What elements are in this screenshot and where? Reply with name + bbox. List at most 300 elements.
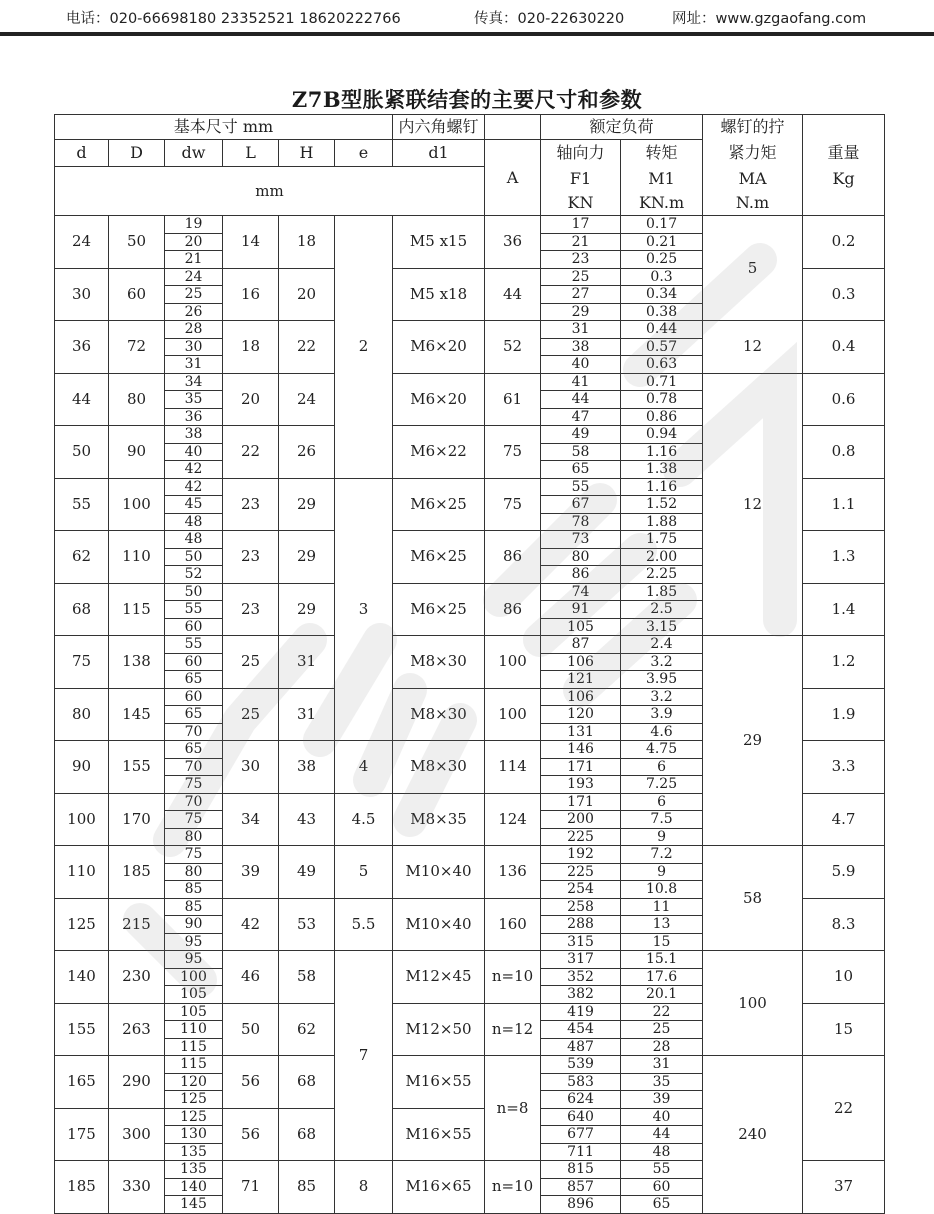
cell-M1: 0.94: [621, 426, 703, 444]
cell-d1: M8×30: [393, 741, 485, 794]
cell-dw: 135: [165, 1161, 223, 1179]
cell-H: 68: [279, 1108, 335, 1161]
cell-F1: 121: [541, 671, 621, 689]
cell-MA: 58: [703, 846, 803, 951]
cell-D: 90: [109, 426, 165, 479]
cell-F1: 105: [541, 618, 621, 636]
cell-dw: 105: [165, 986, 223, 1004]
cell-dw: 115: [165, 1056, 223, 1074]
cell-M1: 4.75: [621, 741, 703, 759]
cell-M1: 3.9: [621, 706, 703, 724]
cell-D: 80: [109, 373, 165, 426]
cell-F1: 49: [541, 426, 621, 444]
cell-dw: 85: [165, 898, 223, 916]
cell-dw: 95: [165, 933, 223, 951]
cell-M1: 10.8: [621, 881, 703, 899]
cell-dw: 40: [165, 443, 223, 461]
cell-H: 62: [279, 1003, 335, 1056]
cell-H: 29: [279, 478, 335, 531]
cell-F1: 677: [541, 1126, 621, 1144]
cell-F1: 315: [541, 933, 621, 951]
cell-M1: 2.5: [621, 601, 703, 619]
cell-M1: 4.6: [621, 723, 703, 741]
cell-A: 100: [485, 636, 541, 689]
cell-M1: 25: [621, 1021, 703, 1039]
cell-dw: 95: [165, 951, 223, 969]
cell-M1: 55: [621, 1161, 703, 1179]
cell-F1: 106: [541, 653, 621, 671]
cell-MA: 5: [703, 216, 803, 321]
cell-d: 90: [55, 741, 109, 794]
cell-F1: 200: [541, 811, 621, 829]
cell-D: 170: [109, 793, 165, 846]
cell-D: 290: [109, 1056, 165, 1109]
header-blank: [485, 115, 541, 140]
cell-dw: 55: [165, 636, 223, 654]
cell-F1: 539: [541, 1056, 621, 1074]
cell-L: 22: [223, 426, 279, 479]
cell-M1: 13: [621, 916, 703, 934]
cell-d1: M16×65: [393, 1161, 485, 1214]
cell-M1: 0.21: [621, 233, 703, 251]
cell-dw: 48: [165, 531, 223, 549]
unit-KN: KN: [541, 191, 621, 216]
cell-L: 25: [223, 636, 279, 689]
cell-M1: 2.4: [621, 636, 703, 654]
cell-D: 330: [109, 1161, 165, 1214]
cell-A: 75: [485, 478, 541, 531]
cell-d1: M16×55: [393, 1056, 485, 1109]
cell-d: 125: [55, 898, 109, 951]
cell-F1: 454: [541, 1021, 621, 1039]
cell-H: 53: [279, 898, 335, 951]
cell-M1: 7.25: [621, 776, 703, 794]
page-title: Z7B型胀紧联结套的主要尺寸和参数: [291, 87, 643, 112]
cell-L: 23: [223, 478, 279, 531]
cell-F1: 27: [541, 286, 621, 304]
col-e: e: [335, 140, 393, 167]
cell-F1: 317: [541, 951, 621, 969]
cell-H: 26: [279, 426, 335, 479]
cell-F1: 583: [541, 1073, 621, 1091]
cell-D: 50: [109, 216, 165, 269]
cell-kg: 1.2: [803, 636, 885, 689]
cell-F1: 87: [541, 636, 621, 654]
cell-MA: 240: [703, 1056, 803, 1214]
cell-M1: 15.1: [621, 951, 703, 969]
cell-A: 100: [485, 688, 541, 741]
cell-dw: 20: [165, 233, 223, 251]
cell-kg: 1.4: [803, 583, 885, 636]
cell-H: 38: [279, 741, 335, 794]
cell-L: 16: [223, 268, 279, 321]
cell-kg: 3.3: [803, 741, 885, 794]
cell-F1: 78: [541, 513, 621, 531]
cell-F1: 487: [541, 1038, 621, 1056]
cell-d1: M6×25: [393, 531, 485, 584]
cell-L: 18: [223, 321, 279, 374]
cell-M1: 7.2: [621, 846, 703, 864]
cell-A: 44: [485, 268, 541, 321]
cell-e: 5.5: [335, 898, 393, 951]
cell-M1: 48: [621, 1143, 703, 1161]
cell-d: 140: [55, 951, 109, 1004]
cell-d: 80: [55, 688, 109, 741]
cell-dw: 65: [165, 741, 223, 759]
cell-A: 136: [485, 846, 541, 899]
cell-dw: 34: [165, 373, 223, 391]
col-screw-torque-2: 紧力矩: [703, 140, 803, 167]
cell-dw: 50: [165, 548, 223, 566]
cell-F1: 80: [541, 548, 621, 566]
cell-M1: 0.44: [621, 321, 703, 339]
cell-kg: 0.3: [803, 268, 885, 321]
cell-MA: 12: [703, 321, 803, 374]
cell-F1: 193: [541, 776, 621, 794]
cell-dw: 21: [165, 251, 223, 269]
table-row: [55, 321, 885, 339]
cell-kg: 0.2: [803, 216, 885, 269]
cell-L: 23: [223, 531, 279, 584]
cell-M1: 1.75: [621, 531, 703, 549]
table-row: [55, 846, 885, 864]
cell-d1: M5 x18: [393, 268, 485, 321]
cell-dw: 115: [165, 1038, 223, 1056]
table-row: [55, 373, 885, 391]
cell-d1: M8×30: [393, 636, 485, 689]
table-row: [55, 636, 885, 654]
cell-A: n=10: [485, 951, 541, 1004]
cell-e: 7: [335, 951, 393, 1161]
cell-kg: 1.9: [803, 688, 885, 741]
cell-M1: 0.3: [621, 268, 703, 286]
cell-A: 75: [485, 426, 541, 479]
col-d: d: [55, 140, 109, 167]
cell-M1: 35: [621, 1073, 703, 1091]
col-H: H: [279, 140, 335, 167]
cell-L: 50: [223, 1003, 279, 1056]
cell-A: 36: [485, 216, 541, 269]
cell-F1: 41: [541, 373, 621, 391]
cell-H: 49: [279, 846, 335, 899]
cell-F1: 44: [541, 391, 621, 409]
cell-MA: 29: [703, 636, 803, 846]
cell-kg: 0.8: [803, 426, 885, 479]
cell-dw: 100: [165, 968, 223, 986]
cell-dw: 140: [165, 1178, 223, 1196]
cell-D: 155: [109, 741, 165, 794]
cell-dw: 36: [165, 408, 223, 426]
cell-dw: 70: [165, 793, 223, 811]
cell-e: 4: [335, 741, 393, 794]
cell-F1: 40: [541, 356, 621, 374]
cell-M1: 6: [621, 793, 703, 811]
cell-H: 43: [279, 793, 335, 846]
unit-KNm: KN.m: [621, 191, 703, 216]
cell-dw: 130: [165, 1126, 223, 1144]
unit-mm: mm: [55, 167, 485, 216]
cell-M1: 6: [621, 758, 703, 776]
col-MA: MA: [703, 167, 803, 191]
cell-dw: 65: [165, 671, 223, 689]
cell-MA: 100: [703, 951, 803, 1056]
cell-kg: 8.3: [803, 898, 885, 951]
cell-e: 4.5: [335, 793, 393, 846]
cell-F1: 382: [541, 986, 621, 1004]
cell-A: 61: [485, 373, 541, 426]
cell-F1: 624: [541, 1091, 621, 1109]
cell-F1: 106: [541, 688, 621, 706]
cell-kg: 10: [803, 951, 885, 1004]
cell-d: 36: [55, 321, 109, 374]
cell-d1: M8×30: [393, 688, 485, 741]
cell-F1: 171: [541, 793, 621, 811]
cell-F1: 711: [541, 1143, 621, 1161]
cell-M1: 3.2: [621, 688, 703, 706]
cell-d: 55: [55, 478, 109, 531]
cell-dw: 145: [165, 1196, 223, 1214]
cell-L: 34: [223, 793, 279, 846]
cell-F1: 225: [541, 863, 621, 881]
cell-A: 114: [485, 741, 541, 794]
cell-e: 3: [335, 478, 393, 741]
cell-A: n=10: [485, 1161, 541, 1214]
col-A: A: [485, 140, 541, 216]
cell-M1: 40: [621, 1108, 703, 1126]
cell-dw: 105: [165, 1003, 223, 1021]
spec-table: [54, 114, 885, 1214]
cell-dw: 110: [165, 1021, 223, 1039]
cell-d: 24: [55, 216, 109, 269]
cell-F1: 21: [541, 233, 621, 251]
header-divider: [0, 32, 934, 36]
cell-M1: 1.16: [621, 443, 703, 461]
cell-D: 185: [109, 846, 165, 899]
cell-dw: 75: [165, 811, 223, 829]
cell-F1: 288: [541, 916, 621, 934]
cell-dw: 25: [165, 286, 223, 304]
cell-F1: 120: [541, 706, 621, 724]
cell-dw: 60: [165, 618, 223, 636]
cell-d: 30: [55, 268, 109, 321]
cell-L: 56: [223, 1108, 279, 1161]
col-axial: 轴向力: [541, 140, 621, 167]
cell-L: 42: [223, 898, 279, 951]
cell-A: n=8: [485, 1056, 541, 1161]
cell-d: 68: [55, 583, 109, 636]
cell-d: 44: [55, 373, 109, 426]
cell-dw: 24: [165, 268, 223, 286]
cell-d1: M8×35: [393, 793, 485, 846]
cell-M1: 1.16: [621, 478, 703, 496]
cell-dw: 52: [165, 566, 223, 584]
cell-d: 100: [55, 793, 109, 846]
cell-dw: 55: [165, 601, 223, 619]
fax-text: 传真：020-22630220: [474, 11, 625, 27]
cell-M1: 0.25: [621, 251, 703, 269]
cell-M1: 0.78: [621, 391, 703, 409]
cell-M1: 17.6: [621, 968, 703, 986]
header-weight-top: [803, 115, 885, 140]
cell-A: 160: [485, 898, 541, 951]
cell-H: 31: [279, 688, 335, 741]
cell-e: 2: [335, 216, 393, 479]
cell-M1: 11: [621, 898, 703, 916]
cell-dw: 28: [165, 321, 223, 339]
cell-H: 24: [279, 373, 335, 426]
cell-D: 138: [109, 636, 165, 689]
cell-L: 23: [223, 583, 279, 636]
cell-kg: 1.1: [803, 478, 885, 531]
cell-F1: 74: [541, 583, 621, 601]
cell-F1: 86: [541, 566, 621, 584]
cell-F1: 91: [541, 601, 621, 619]
table-row: [55, 951, 885, 969]
cell-dw: 70: [165, 758, 223, 776]
cell-dw: 85: [165, 881, 223, 899]
cell-d: 175: [55, 1108, 109, 1161]
cell-L: 30: [223, 741, 279, 794]
cell-kg: 1.3: [803, 531, 885, 584]
cell-D: 110: [109, 531, 165, 584]
cell-M1: 44: [621, 1126, 703, 1144]
cell-F1: 31: [541, 321, 621, 339]
cell-L: 46: [223, 951, 279, 1004]
col-torque: 转矩: [621, 140, 703, 167]
cell-F1: 29: [541, 303, 621, 321]
cell-kg: 22: [803, 1056, 885, 1161]
cell-dw: 135: [165, 1143, 223, 1161]
cell-M1: 0.71: [621, 373, 703, 391]
cell-F1: 254: [541, 881, 621, 899]
cell-D: 230: [109, 951, 165, 1004]
cell-d1: M5 x15: [393, 216, 485, 269]
cell-F1: 258: [541, 898, 621, 916]
cell-F1: 352: [541, 968, 621, 986]
cell-dw: 125: [165, 1108, 223, 1126]
col-dw: dw: [165, 140, 223, 167]
cell-D: 72: [109, 321, 165, 374]
cell-d: 62: [55, 531, 109, 584]
cell-dw: 60: [165, 653, 223, 671]
cell-F1: 192: [541, 846, 621, 864]
cell-dw: 75: [165, 846, 223, 864]
cell-F1: 171: [541, 758, 621, 776]
cell-dw: 50: [165, 583, 223, 601]
cell-A: n=12: [485, 1003, 541, 1056]
cell-F1: 857: [541, 1178, 621, 1196]
cell-H: 58: [279, 951, 335, 1004]
cell-M1: 20.1: [621, 986, 703, 1004]
cell-L: 25: [223, 688, 279, 741]
cell-d: 75: [55, 636, 109, 689]
cell-d: 155: [55, 1003, 109, 1056]
cell-d1: M12×45: [393, 951, 485, 1004]
table-row: [55, 216, 885, 234]
cell-H: 31: [279, 636, 335, 689]
cell-d: 165: [55, 1056, 109, 1109]
cell-D: 263: [109, 1003, 165, 1056]
cell-dw: 75: [165, 776, 223, 794]
cell-F1: 896: [541, 1196, 621, 1214]
unit-kg-blank: [803, 191, 885, 216]
header-hex-screw: 内六角螺钉: [393, 115, 485, 140]
cell-d: 185: [55, 1161, 109, 1214]
cell-dw: 90: [165, 916, 223, 934]
cell-F1: 17: [541, 216, 621, 234]
cell-D: 100: [109, 478, 165, 531]
cell-dw: 80: [165, 828, 223, 846]
cell-kg: 15: [803, 1003, 885, 1056]
cell-M1: 3.2: [621, 653, 703, 671]
cell-L: 71: [223, 1161, 279, 1214]
cell-dw: 60: [165, 688, 223, 706]
cell-d1: M16×55: [393, 1108, 485, 1161]
cell-M1: 2.00: [621, 548, 703, 566]
cell-M1: 60: [621, 1178, 703, 1196]
cell-A: 86: [485, 531, 541, 584]
cell-kg: 5.9: [803, 846, 885, 899]
cell-M1: 15: [621, 933, 703, 951]
cell-F1: 146: [541, 741, 621, 759]
cell-F1: 815: [541, 1161, 621, 1179]
cell-M1: 1.88: [621, 513, 703, 531]
cell-dw: 125: [165, 1091, 223, 1109]
cell-A: 86: [485, 583, 541, 636]
cell-D: 60: [109, 268, 165, 321]
cell-F1: 58: [541, 443, 621, 461]
cell-d: 50: [55, 426, 109, 479]
page-header: [0, 0, 934, 32]
website-text: 网址：www.gzgaofang.com: [672, 11, 867, 27]
cell-M1: 1.85: [621, 583, 703, 601]
cell-L: 39: [223, 846, 279, 899]
col-d1: d1: [393, 140, 485, 167]
cell-M1: 31: [621, 1056, 703, 1074]
header-basic-dims: 基本尺寸 mm: [55, 115, 393, 140]
cell-M1: 0.34: [621, 286, 703, 304]
cell-F1: 38: [541, 338, 621, 356]
cell-dw: 42: [165, 478, 223, 496]
cell-e: 8: [335, 1161, 393, 1214]
cell-H: 22: [279, 321, 335, 374]
cell-dw: 38: [165, 426, 223, 444]
col-weight: 重量: [803, 140, 885, 167]
cell-d1: M6×20: [393, 321, 485, 374]
cell-dw: 45: [165, 496, 223, 514]
cell-M1: 28: [621, 1038, 703, 1056]
cell-M1: 3.15: [621, 618, 703, 636]
cell-F1: 55: [541, 478, 621, 496]
table-row: [55, 1056, 885, 1074]
cell-kg: 4.7: [803, 793, 885, 846]
cell-M1: 1.38: [621, 461, 703, 479]
header-screw-torque-1: 螺钉的拧: [703, 115, 803, 140]
cell-M1: 1.52: [621, 496, 703, 514]
header-rated-load: 额定负荷: [541, 115, 703, 140]
cell-d: 110: [55, 846, 109, 899]
cell-e: 5: [335, 846, 393, 899]
cell-H: 29: [279, 531, 335, 584]
cell-dw: 42: [165, 461, 223, 479]
cell-M1: 0.86: [621, 408, 703, 426]
cell-M1: 9: [621, 828, 703, 846]
cell-dw: 48: [165, 513, 223, 531]
cell-dw: 70: [165, 723, 223, 741]
cell-F1: 640: [541, 1108, 621, 1126]
cell-F1: 67: [541, 496, 621, 514]
cell-F1: 25: [541, 268, 621, 286]
